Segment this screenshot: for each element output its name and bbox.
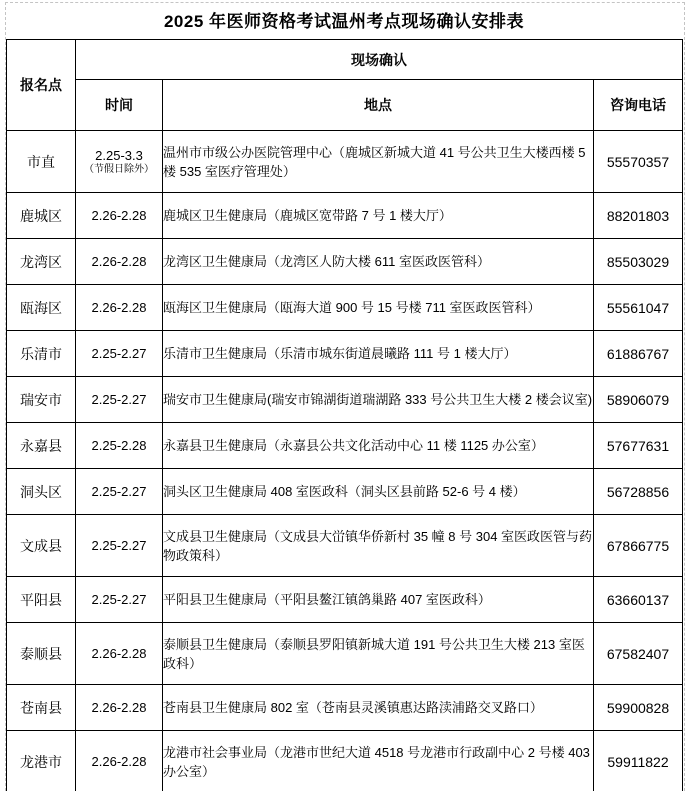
phone-cell: 57677631 — [594, 423, 683, 469]
time-cell — [76, 685, 163, 731]
header-registration-site: 报名点 — [7, 40, 76, 131]
time-cell — [76, 131, 163, 193]
location-cell: 鹿城区卫生健康局（鹿城区宽带路 7 号 1 楼大厅） — [163, 193, 594, 239]
table-row — [7, 239, 683, 285]
table-row — [7, 469, 683, 515]
location-cell: 温州市市级公办医院管理中心（鹿城区新城大道 41 号公共卫生大楼西楼 5 楼 535 室医疗管理处） — [163, 131, 594, 193]
location-cell: 平阳县卫生健康局（平阳县鳌江镇鸽巢路 407 室医政科） — [163, 577, 594, 623]
table-row — [7, 515, 683, 577]
time-range: 2.25-3.3 — [95, 147, 143, 163]
location-cell: 龙港市社会事业局（龙港市世纪大道 4518 号龙港市行政副中心 2 号楼 403 办公室） — [163, 731, 594, 791]
time-range: 2.26-2.28 — [91, 208, 147, 223]
time-cell — [76, 239, 163, 285]
registration-site-cell: 永嘉县 — [7, 423, 76, 469]
table-row — [7, 193, 683, 239]
phone-cell: 61886767 — [594, 331, 683, 377]
time-range: 2.26-2.28 — [91, 254, 147, 269]
time-cell — [76, 469, 163, 515]
registration-site-cell: 乐清市 — [7, 331, 76, 377]
registration-site-cell: 苍南县 — [7, 685, 76, 731]
registration-site-cell: 瓯海区 — [7, 285, 76, 331]
header-onsite-confirmation-group: 现场确认 — [76, 40, 683, 80]
page-title: 2025 年医师资格考试温州考点现场确认安排表 — [163, 11, 525, 31]
location-cell: 龙湾区卫生健康局（龙湾区人防大楼 611 室医政医管科） — [163, 239, 594, 285]
location-cell: 乐清市卫生健康局（乐清市城东街道晨曦路 111 号 1 楼大厅） — [163, 331, 594, 377]
registration-site-cell: 泰顺县 — [7, 623, 76, 685]
time-cell — [76, 731, 163, 791]
location-cell: 瑞安市卫生健康局(瑞安市锦湖街道瑞湖路 333 号公共卫生大楼 2 楼会议室) — [163, 377, 594, 423]
confirmation-schedule-table — [6, 39, 683, 791]
phone-cell: 67866775 — [594, 515, 683, 577]
location-cell: 瓯海区卫生健康局（瓯海大道 900 号 15 号楼 711 室医政医管科） — [163, 285, 594, 331]
time-range: 2.25-2.27 — [91, 538, 147, 553]
time-note: （节假日除外） — [84, 163, 154, 175]
time-range: 2.25-2.28 — [91, 438, 147, 453]
location-cell: 永嘉县卫生健康局（永嘉县公共文化活动中心 11 楼 1125 办公室） — [163, 423, 594, 469]
time-range: 2.26-2.28 — [91, 700, 147, 715]
header-location: 地点 — [163, 80, 594, 131]
time-cell — [76, 577, 163, 623]
phone-cell: 85503029 — [594, 239, 683, 285]
time-range: 2.25-2.27 — [91, 592, 147, 607]
registration-site-cell: 平阳县 — [7, 577, 76, 623]
registration-site-cell: 市直 — [7, 131, 76, 193]
registration-site-cell: 龙港市 — [7, 731, 76, 791]
time-cell — [76, 515, 163, 577]
table-body — [7, 131, 683, 791]
time-range: 2.26-2.28 — [91, 300, 147, 315]
table-row — [7, 685, 683, 731]
phone-cell: 55561047 — [594, 285, 683, 331]
phone-cell: 56728856 — [594, 469, 683, 515]
phone-cell: 55570357 — [594, 131, 683, 193]
table-row — [7, 377, 683, 423]
location-cell: 泰顺县卫生健康局（泰顺县罗阳镇新城大道 191 号公共卫生大楼 213 室医政科） — [163, 623, 594, 685]
table-header — [7, 40, 683, 131]
phone-cell: 88201803 — [594, 193, 683, 239]
header-time: 时间 — [76, 80, 163, 131]
time-cell — [76, 331, 163, 377]
table-row — [7, 577, 683, 623]
registration-site-cell: 洞头区 — [7, 469, 76, 515]
table-row — [7, 285, 683, 331]
time-cell — [76, 193, 163, 239]
table-row — [7, 623, 683, 685]
registration-site-cell: 瑞安市 — [7, 377, 76, 423]
phone-cell: 59900828 — [594, 685, 683, 731]
phone-cell: 59911822 — [594, 731, 683, 791]
registration-site-cell: 鹿城区 — [7, 193, 76, 239]
table-row — [7, 131, 683, 193]
time-cell — [76, 285, 163, 331]
location-cell: 文成县卫生健康局（文成县大峃镇华侨新村 35 幢 8 号 304 室医政医管与药物政策科） — [163, 515, 594, 577]
table-row — [7, 331, 683, 377]
time-cell — [76, 623, 163, 685]
location-cell: 苍南县卫生健康局 802 室（苍南县灵溪镇惠达路渎浦路交叉路口） — [163, 685, 594, 731]
registration-site-cell: 龙湾区 — [7, 239, 76, 285]
time-range: 2.26-2.28 — [91, 646, 147, 661]
phone-cell: 67582407 — [594, 623, 683, 685]
time-cell — [76, 377, 163, 423]
location-cell: 洞头区卫生健康局 408 室医政科（洞头区县前路 52-6 号 4 楼） — [163, 469, 594, 515]
phone-cell: 63660137 — [594, 577, 683, 623]
time-range: 2.25-2.27 — [91, 392, 147, 407]
table-row — [7, 731, 683, 791]
time-cell — [76, 423, 163, 469]
time-range: 2.25-2.27 — [91, 484, 147, 499]
table-row — [7, 423, 683, 469]
registration-site-cell: 文成县 — [7, 515, 76, 577]
time-range: 2.26-2.28 — [91, 754, 147, 769]
header-phone: 咨询电话 — [594, 80, 683, 131]
time-range: 2.25-2.27 — [91, 346, 147, 361]
phone-cell: 58906079 — [594, 377, 683, 423]
